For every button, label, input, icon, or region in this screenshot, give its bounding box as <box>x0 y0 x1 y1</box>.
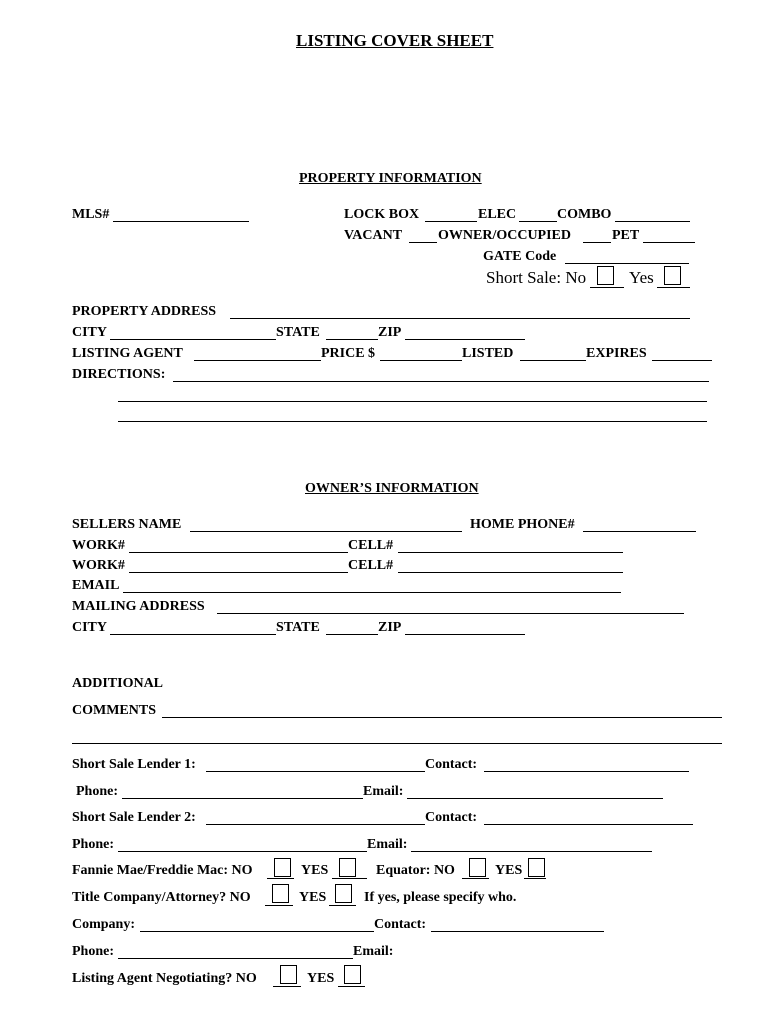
expires-field[interactable] <box>652 360 712 361</box>
fannie-yes-underline <box>332 878 367 879</box>
cell-field-2[interactable] <box>398 572 623 573</box>
if-yes-label: If yes, please specify who. <box>364 890 517 905</box>
short-sale-no-underline <box>590 287 624 288</box>
sellers-name-label: SELLERS NAME <box>72 517 182 532</box>
mls-label: MLS# <box>72 207 110 222</box>
lender1-field[interactable] <box>206 771 425 772</box>
owner-city-label: CITY <box>72 620 108 635</box>
fannie-yes-checkbox[interactable] <box>339 858 356 877</box>
equator-no-underline <box>462 878 489 879</box>
lender2-contact-field[interactable] <box>484 824 693 825</box>
gate-code-field[interactable] <box>565 263 689 264</box>
home-phone-field[interactable] <box>583 531 696 532</box>
mailing-address-label: MAILING ADDRESS <box>72 599 205 614</box>
owner-state-field[interactable] <box>326 634 378 635</box>
cell-field-1[interactable] <box>398 552 623 553</box>
email-label: EMAIL <box>72 578 120 593</box>
equator-yes-checkbox[interactable] <box>528 858 545 877</box>
gate-code-label: GATE Code <box>483 249 557 264</box>
zip-label: ZIP <box>378 325 402 340</box>
elec-label: ELEC <box>478 207 517 222</box>
city-field[interactable] <box>110 339 276 340</box>
lender1-contact-field[interactable] <box>484 771 689 772</box>
work-field-1[interactable] <box>129 552 348 553</box>
company-phone-field[interactable] <box>118 958 353 959</box>
title-no-underline <box>265 905 293 906</box>
lender1-contact-label: Contact: <box>425 757 478 772</box>
lender1-email-field[interactable] <box>407 798 663 799</box>
work-label-2: WORK# <box>72 558 125 573</box>
lender1-phone-field[interactable] <box>122 798 363 799</box>
vacant-label: VACANT <box>344 228 403 243</box>
comments-field-line-2[interactable] <box>72 743 722 744</box>
directions-field-line-3[interactable] <box>118 421 707 422</box>
negotiating-no-underline <box>273 986 301 987</box>
directions-field-line-1[interactable] <box>173 381 709 382</box>
comments-label: COMMENTS <box>72 703 156 718</box>
short-sale-yes-underline <box>657 287 690 288</box>
combo-field[interactable] <box>615 221 690 222</box>
owner-city-field[interactable] <box>110 634 276 635</box>
listing-agent-field[interactable] <box>194 360 321 361</box>
state-field[interactable] <box>326 339 378 340</box>
property-address-label: PROPERTY ADDRESS <box>72 304 217 319</box>
fannie-yes-label: YES <box>301 863 329 878</box>
cell-label-2: CELL# <box>348 558 394 573</box>
equator-label: Equator: NO <box>376 863 455 878</box>
listed-field[interactable] <box>520 360 586 361</box>
title-company-label: Title Company/Attorney? NO <box>72 890 251 905</box>
short-sale-yes-label: Yes <box>629 268 654 287</box>
combo-label: COMBO <box>557 207 612 222</box>
city-label: CITY <box>72 325 108 340</box>
lender2-label: Short Sale Lender 2: <box>72 810 196 825</box>
negotiating-yes-checkbox[interactable] <box>344 965 361 984</box>
owner-heading: OWNER’S INFORMATION <box>305 481 479 496</box>
title-yes-underline <box>329 905 356 906</box>
mailing-address-field[interactable] <box>217 613 684 614</box>
lender2-phone-field[interactable] <box>118 851 367 852</box>
short-sale-label: Short Sale: No <box>486 268 587 287</box>
elec-field[interactable] <box>519 221 557 222</box>
additional-label: ADDITIONAL <box>72 676 164 691</box>
title-yes-label: YES <box>299 890 327 905</box>
lender2-email-field[interactable] <box>411 851 652 852</box>
lender1-label: Short Sale Lender 1: <box>72 757 196 772</box>
negotiating-yes-underline <box>338 986 365 987</box>
listing-agent-label: LISTING AGENT <box>72 346 183 361</box>
lender2-contact-label: Contact: <box>425 810 478 825</box>
price-label: PRICE $ <box>321 346 376 361</box>
work-field-2[interactable] <box>129 572 348 573</box>
property-heading: PROPERTY INFORMATION <box>299 171 482 186</box>
page-title: LISTING COVER SHEET <box>296 31 494 50</box>
lock-box-field[interactable] <box>425 221 477 222</box>
lender2-field[interactable] <box>206 824 425 825</box>
short-sale-yes-checkbox[interactable] <box>664 266 681 285</box>
mls-field[interactable] <box>113 221 249 222</box>
property-address-field[interactable] <box>230 318 690 319</box>
title-no-checkbox[interactable] <box>272 884 289 903</box>
equator-yes-underline <box>524 878 546 879</box>
state-label: STATE <box>276 325 320 340</box>
fannie-no-checkbox[interactable] <box>274 858 291 877</box>
fannie-label: Fannie Mae/Freddie Mac: NO <box>72 863 253 878</box>
zip-field[interactable] <box>405 339 525 340</box>
lender1-email-label: Email: <box>363 784 404 799</box>
email-field[interactable] <box>123 592 621 593</box>
expires-label: EXPIRES <box>586 346 647 361</box>
company-email-label: Email: <box>353 944 394 959</box>
owner-state-label: STATE <box>276 620 320 635</box>
negotiating-no-checkbox[interactable] <box>280 965 297 984</box>
owner-occupied-label: OWNER/OCCUPIED <box>438 228 572 243</box>
directions-label: DIRECTIONS: <box>72 367 166 382</box>
lender2-email-label: Email: <box>367 837 408 852</box>
home-phone-label: HOME PHONE# <box>470 517 575 532</box>
owner-zip-label: ZIP <box>378 620 402 635</box>
work-label-1: WORK# <box>72 538 125 553</box>
company-contact-field[interactable] <box>431 931 604 932</box>
short-sale-no-checkbox[interactable] <box>597 266 614 285</box>
vacant-field[interactable] <box>409 242 437 243</box>
listing-negotiating-label: Listing Agent Negotiating? NO <box>72 971 257 986</box>
lender2-phone-label: Phone: <box>72 837 114 852</box>
cell-label-1: CELL# <box>348 538 394 553</box>
equator-no-checkbox[interactable] <box>469 858 486 877</box>
pet-field[interactable] <box>643 242 695 243</box>
owner-occupied-field[interactable] <box>583 242 611 243</box>
equator-yes-label: YES <box>495 863 523 878</box>
fannie-no-underline <box>267 878 294 879</box>
lock-box-label: LOCK BOX <box>344 207 420 222</box>
company-phone-label: Phone: <box>72 944 114 959</box>
company-label: Company: <box>72 917 136 932</box>
comments-field-line-1[interactable] <box>162 717 722 718</box>
company-field[interactable] <box>140 931 374 932</box>
title-yes-checkbox[interactable] <box>335 884 352 903</box>
company-contact-label: Contact: <box>374 917 427 932</box>
price-field[interactable] <box>380 360 462 361</box>
sellers-name-field[interactable] <box>190 531 462 532</box>
owner-zip-field[interactable] <box>405 634 525 635</box>
lender1-phone-label: Phone: <box>76 784 118 799</box>
listed-label: LISTED <box>462 346 514 361</box>
pet-label: PET <box>612 228 640 243</box>
negotiating-yes-label: YES <box>307 971 335 986</box>
directions-field-line-2[interactable] <box>118 401 707 402</box>
